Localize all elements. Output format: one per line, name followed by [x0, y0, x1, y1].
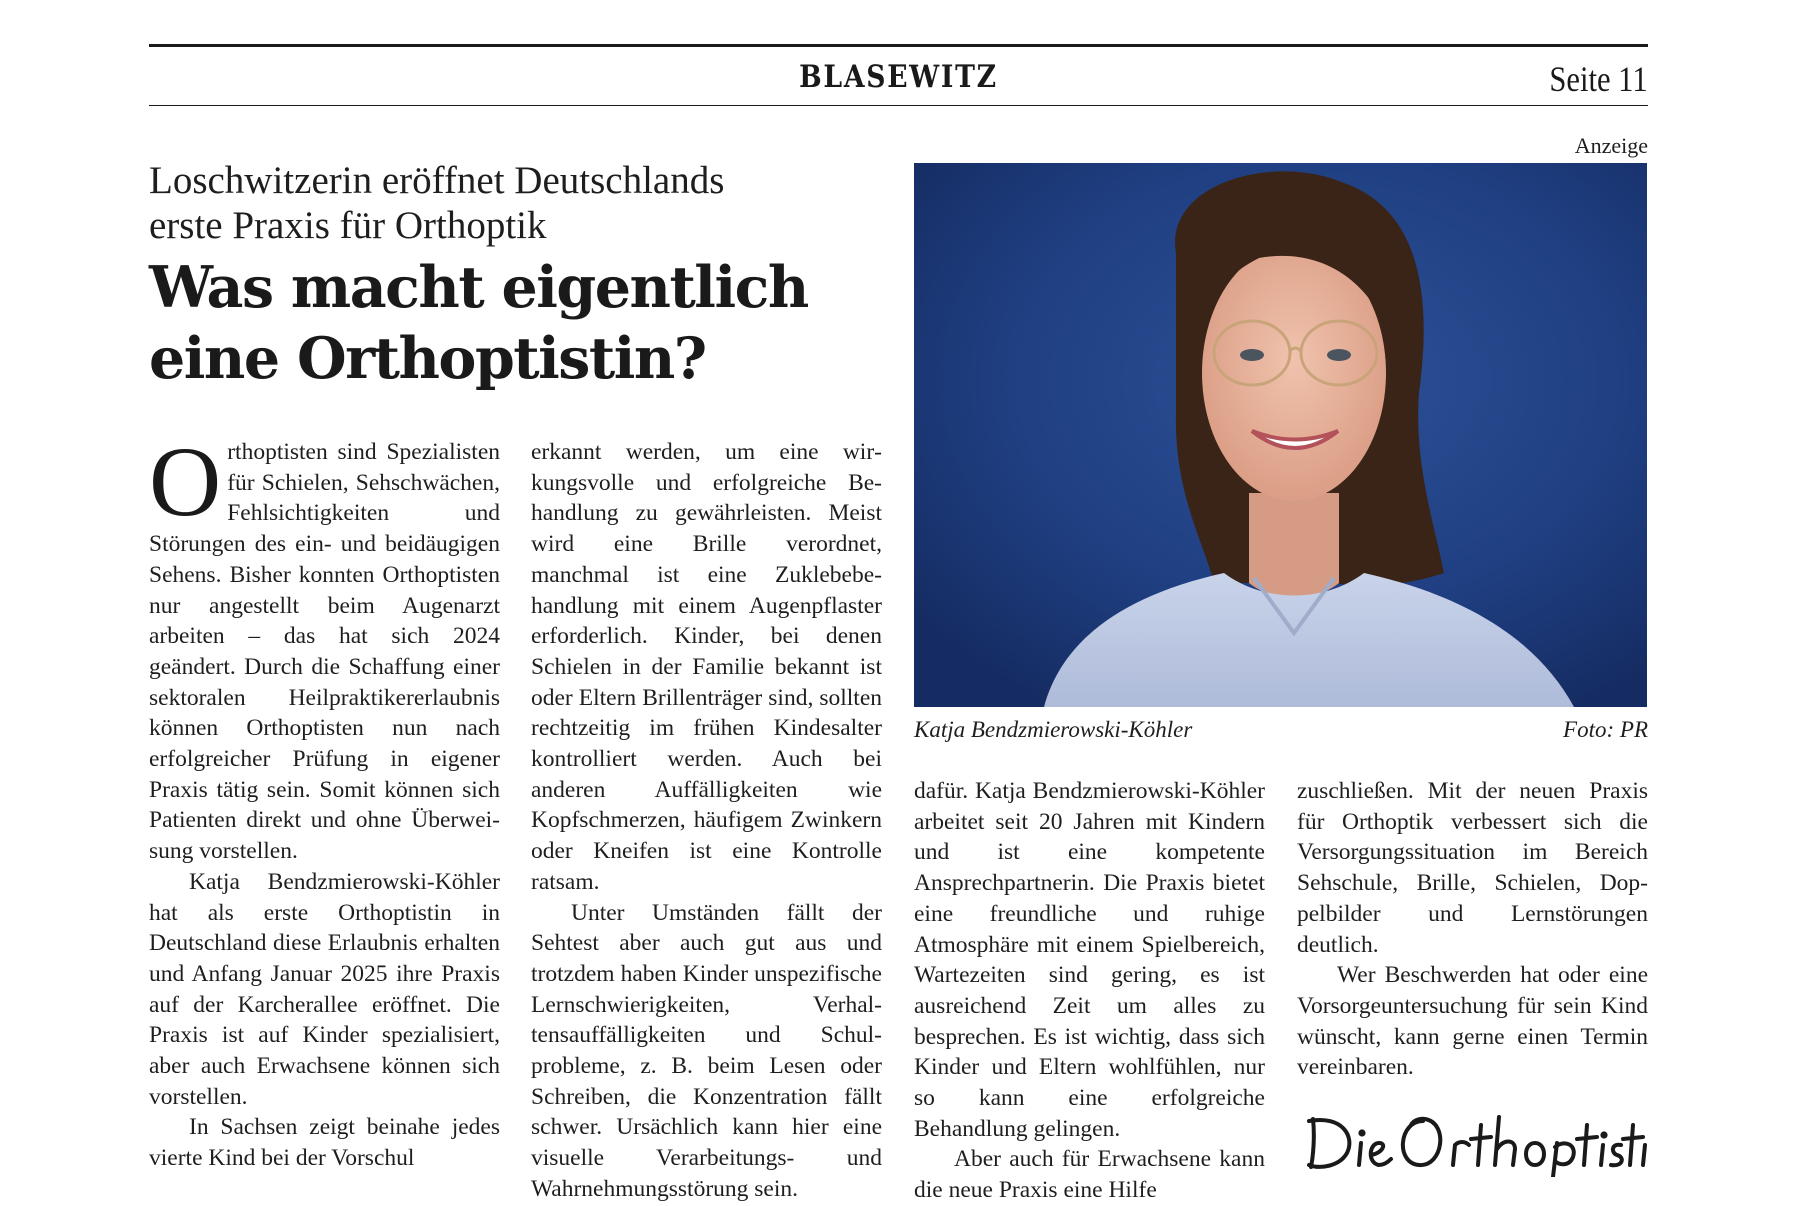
article-kicker [149, 158, 909, 248]
paragraph: In Sachsen zeigt beinahe jedes vierte Kind bei der Vorschul [149, 1114, 500, 1172]
paragraph [149, 426, 500, 867]
portrait-photo [914, 163, 1647, 707]
portrait-illustration [914, 163, 1647, 707]
headline-line-1: Was macht eigentlich [149, 254, 808, 321]
paragraph: erkannt werden, um eine wirkungsvolle und erfolgreiche Behandlung zu gewährleisten. Meist wird eine Brille verordnet, manchmal ist eine Zuklebebehandlung mit einem Augenpflaster erforderlich. Kinder, bei denen Schielen in der Familie bekannt ist oder Eltern Brillenträger sind, sollten rechtzeitig im frühen Kindesalter kontrolliert werden. Auch bei anderen Auffälligkeiten wie Kopfschmerzen, häufigem Zwinkern oder Kneifen ist eine Kontrolle ratsam. [531, 439, 882, 895]
article-column-2 [531, 437, 882, 1205]
article-headline [149, 252, 909, 394]
page-number: Seite 11 [1549, 59, 1648, 99]
photo-credit: Foto: PR [1563, 717, 1648, 742]
paragraph: dafür. Katja Bendzmierowski-Köhler arbeitet seit 20 Jahren mit Kindern und ist eine kompetente Ansprechpartnerin. Die Praxis bietet eine freundliche und ruhige Atmosphäre mit einem Spielbereich, Wartezeiten sind gering, es ist ausreichend Zeit um alles zu besprechen. Es ist wichtig, dass sich Kinder und Eltern wohlfühlen, nur so kann eine erfolgreiche Behandlung gelingen. [914, 778, 1265, 1142]
article-column-3 [914, 776, 1265, 1206]
ad-label: Anzeige [1574, 133, 1648, 158]
paragraph: Wer Beschwerden hat oder eine Vorsorgeuntersuchung für sein Kind wünscht, kann gerne einen Termin vereinbaren. [1297, 962, 1648, 1081]
photo-caption: Katja Bendzmierowski-Köhler [914, 717, 1193, 742]
article-column-4 [1297, 776, 1648, 1083]
paragraph: Katja Bendzmierowski-Köhler hat als erste Orthoptistin in Deutschland diese Erlaubnis erhalten und Anfang Januar 2025 ihre Praxis auf der Karcherallee eröffnet. Die Praxis ist auf Kinder spezialisiert, aber auch Erwachsene können sich vorstellen. [149, 868, 500, 1110]
drop-cap: O [149, 426, 222, 537]
article-column-1 [149, 426, 500, 1174]
kicker-line-2: erste Praxis für Orthoptik [149, 204, 547, 247]
paragraph-text: rthoptisten sind Spezialisten für Schielen, Sehschwächen, Fehlsichtigkeiten und Störungen des ein- und beidäugigen Sehens. Bisher konnten Orthoptisten nur angestellt beim Augenarzt arbeiten – das hat sich 2024 geändert. Durch die Schaffung einer sektoralen Heilpraktikererlaubnis können Orthoptisten nun nach erfolgreicher Prüfung in eigener Praxis tätig sein. Somit können sich Patienten direkt und ohne Überweisung vorstellen. [149, 439, 500, 865]
kicker-line-1: Loschwitzerin eröffnet Deutschlands [149, 159, 725, 202]
paragraph: zuschließen. Mit der neuen Praxis für Orthoptik verbessert sich die Versorgungssituation im Bereich Sehschule, Brille, Schielen, Doppelbilder und Lernstörungen deutlich. [1297, 778, 1648, 958]
paragraph: Unter Umständen fällt der Sehtest aber auch gut aus und trotzdem haben Kinder unspezifische Lernschwierigkeiten, Verhaltensauffälligkeiten und Schulprobleme, z. B. beim Lesen oder Schreiben, die Konzentration fällt schwer. Ursächlich kann hier eine visuelle Verarbeitungs- und Wahrnehmungsstörung sein. [531, 899, 882, 1202]
orthoptistin-logo [1303, 1107, 1653, 1177]
section-name: BLASEWITZ [799, 59, 998, 95]
page-header [149, 44, 1648, 106]
paragraph: Aber auch für Erwachsene kann die neue Praxis eine Hilfe [914, 1146, 1265, 1204]
headline-line-2: eine Orthoptistin? [149, 325, 706, 392]
